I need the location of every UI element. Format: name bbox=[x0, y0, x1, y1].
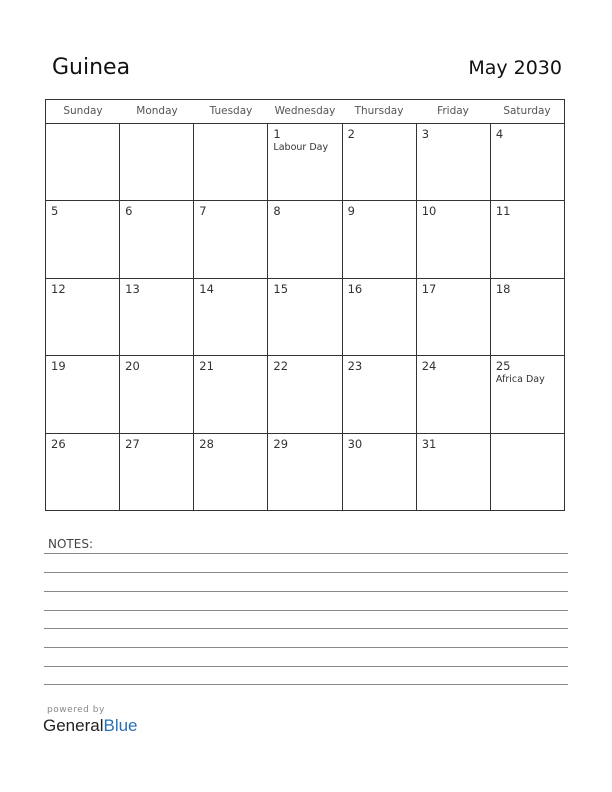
day-number: 31 bbox=[421, 436, 437, 451]
day-cell bbox=[268, 356, 342, 432]
weekday-thursday: Thursday bbox=[354, 105, 404, 117]
notes-label: NOTES: bbox=[48, 537, 93, 551]
day-cell bbox=[194, 356, 268, 432]
day-number: 8 bbox=[273, 204, 281, 219]
day-number: 2 bbox=[347, 127, 355, 141]
day-number: 24 bbox=[421, 359, 437, 374]
week-row bbox=[46, 124, 564, 201]
day-cell bbox=[46, 124, 120, 200]
day-cell bbox=[417, 201, 491, 277]
day-cell bbox=[194, 201, 268, 277]
day-number: 10 bbox=[421, 204, 437, 219]
week-row bbox=[46, 356, 564, 433]
weekday-sunday: Sunday bbox=[63, 105, 103, 117]
day-number: 11 bbox=[495, 204, 511, 219]
day-number: 7 bbox=[199, 204, 207, 219]
day-number: 25 bbox=[495, 359, 511, 374]
day-number: 1 bbox=[273, 127, 281, 141]
day-number: 20 bbox=[125, 359, 140, 374]
note-line bbox=[44, 666, 568, 667]
note-line bbox=[44, 628, 568, 629]
note-line bbox=[44, 591, 568, 592]
month-year: May 2030 bbox=[468, 57, 562, 79]
day-cell bbox=[343, 434, 417, 510]
weekday-wednesday: Wednesday bbox=[274, 105, 336, 117]
weekday-monday: Monday bbox=[136, 105, 178, 117]
day-cell bbox=[491, 279, 564, 355]
day-cell bbox=[120, 124, 194, 200]
day-number: 18 bbox=[495, 281, 511, 296]
day-number: 12 bbox=[51, 281, 66, 296]
weekday-header bbox=[46, 100, 564, 124]
day-cell bbox=[194, 124, 268, 200]
day-cell bbox=[491, 434, 564, 510]
day-number: 5 bbox=[51, 204, 59, 219]
weekday-friday: Friday bbox=[437, 105, 469, 117]
day-number: 19 bbox=[51, 359, 66, 374]
country-title: Guinea bbox=[52, 55, 131, 80]
weekday-tuesday: Tuesday bbox=[209, 105, 253, 117]
day-number: 30 bbox=[347, 436, 363, 451]
day-number: 21 bbox=[199, 359, 214, 374]
day-cell bbox=[46, 201, 120, 277]
day-cell bbox=[120, 434, 194, 510]
day-cell bbox=[46, 279, 120, 355]
day-cell bbox=[46, 434, 120, 510]
day-number: 15 bbox=[273, 281, 289, 296]
day-cell bbox=[120, 279, 194, 355]
day-number: 28 bbox=[199, 436, 214, 451]
day-cell bbox=[120, 201, 194, 277]
day-cell bbox=[268, 201, 342, 277]
day-number: 3 bbox=[421, 127, 430, 141]
weekday-saturday: Saturday bbox=[503, 105, 551, 117]
day-number: 23 bbox=[347, 359, 363, 374]
week-row bbox=[46, 279, 564, 356]
day-cell bbox=[417, 434, 491, 510]
holiday-label: Africa Day bbox=[495, 374, 545, 386]
note-line bbox=[44, 647, 568, 648]
day-number: 14 bbox=[199, 281, 214, 296]
day-cell bbox=[194, 434, 268, 510]
day-cell bbox=[491, 356, 564, 432]
day-number: 6 bbox=[125, 204, 133, 219]
day-number: 13 bbox=[125, 281, 140, 296]
week-row bbox=[46, 434, 564, 510]
day-number: 29 bbox=[273, 436, 289, 451]
day-number: 27 bbox=[125, 436, 140, 451]
day-cell bbox=[268, 279, 342, 355]
day-number: 4 bbox=[495, 127, 504, 141]
generalblue-logo[interactable] bbox=[43, 716, 138, 736]
day-cell bbox=[268, 434, 342, 510]
day-cell bbox=[120, 356, 194, 432]
note-line bbox=[44, 572, 568, 573]
brand-blue-text: Blue bbox=[103, 716, 138, 735]
day-number: 16 bbox=[347, 281, 363, 296]
weeks-container bbox=[46, 124, 564, 510]
day-cell bbox=[417, 124, 491, 200]
day-cell bbox=[343, 356, 417, 432]
day-number: 22 bbox=[273, 359, 289, 374]
day-cell bbox=[491, 124, 564, 200]
calendar-grid bbox=[45, 99, 565, 511]
day-cell bbox=[343, 201, 417, 277]
day-cell bbox=[194, 279, 268, 355]
day-cell bbox=[268, 124, 342, 200]
day-number: 17 bbox=[421, 281, 437, 296]
day-cell bbox=[343, 279, 417, 355]
day-number: 9 bbox=[347, 204, 355, 219]
day-number: 26 bbox=[51, 436, 66, 451]
day-cell bbox=[417, 356, 491, 432]
day-cell bbox=[491, 201, 564, 277]
note-line bbox=[44, 553, 568, 554]
powered-by-text: powered by bbox=[47, 705, 105, 715]
day-cell bbox=[46, 356, 120, 432]
brand-general-text: General bbox=[43, 716, 104, 735]
day-cell bbox=[343, 124, 417, 200]
holiday-label: Labour Day bbox=[273, 142, 329, 153]
note-line bbox=[44, 684, 568, 685]
day-cell bbox=[417, 279, 491, 355]
week-row bbox=[46, 201, 564, 278]
note-line bbox=[44, 610, 568, 611]
